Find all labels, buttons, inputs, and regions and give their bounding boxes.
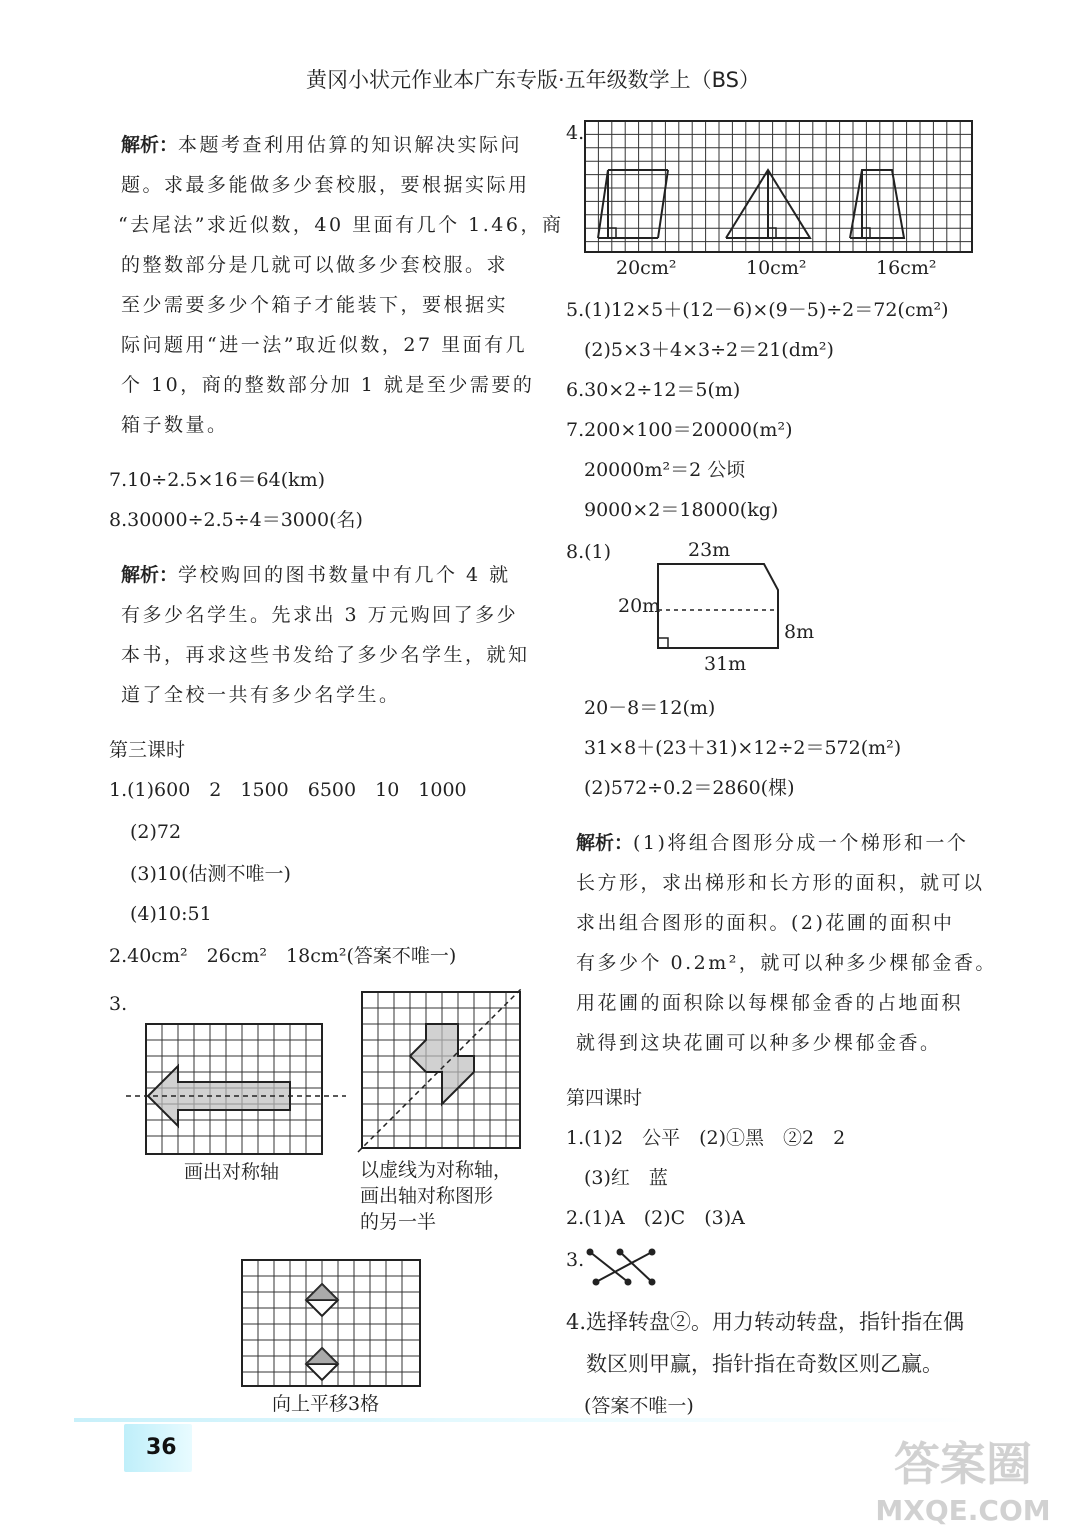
- s3-line-4: 2.40cm² 26cm² 18cm²(答案不唯一): [109, 945, 457, 967]
- s3-line-0: 1.(1)600 2 1500 6500 10 1000: [109, 779, 467, 801]
- analysis-2-line-2: 本书，再求这些书发给了多少名学生，就知: [121, 644, 530, 666]
- analysis-3-line-1: 长方形，求出梯形和长方形的面积，就可以: [576, 872, 985, 894]
- s4-line-4: 4.选择转盘②。用力转动转盘，指针指在偶: [566, 1310, 965, 1334]
- watermark-line-1: 答案圈: [894, 1437, 1032, 1491]
- analysis-3-line-2: 求出组合图形的面积。(2)花圃的面积中: [576, 912, 955, 934]
- analysis-3-line-0: 解析：(1)将组合图形分成一个梯形和一个: [576, 832, 969, 854]
- s3-line-3: (4)10:51: [130, 903, 212, 925]
- analysis-2-line-1: 有多少名学生。先求出 3 万元购回了多少: [121, 604, 519, 626]
- s4-line-3: 3.: [566, 1249, 585, 1271]
- q8-dim-left: 20m: [618, 595, 661, 617]
- analysis-1-line-7: 箱子数量。: [121, 414, 229, 436]
- figure-b-caption-3: 的另一半: [360, 1211, 437, 1233]
- analysis-1-line-5: 际问题用“进一法”取近似数，27 里面有几: [121, 334, 528, 356]
- figure-b-caption-1: 以虚线为对称轴，: [360, 1159, 513, 1181]
- section-title-3: 第三课时: [109, 739, 186, 761]
- q8-dim-top: 23m: [688, 539, 731, 561]
- s3-line-1: (2)72: [130, 821, 182, 843]
- s3-line-5: 3.: [109, 993, 128, 1015]
- q8-dim-right: 8m: [784, 621, 815, 643]
- analysis-1-line-2: “去尾法”求近似数，40 里面有几个 1.46，商: [118, 214, 564, 236]
- answer-7: 7.10÷2.5×16＝64(km): [109, 469, 326, 491]
- s4-line-2: 2.(1)A (2)C (3)A: [566, 1207, 745, 1229]
- s4-line-0: 1.(1)2 公平 (2)①黑 ②2 2: [566, 1127, 846, 1149]
- q4-area-2: 10cm²: [746, 257, 807, 279]
- q4-area-3: 16cm²: [876, 257, 937, 279]
- analysis-3-line-5: 就得到这块花圃可以种多少棵郁金香。: [576, 1032, 942, 1054]
- analysis-3-line-4: 用花圃的面积除以每棵郁金香的占地面积: [576, 992, 964, 1014]
- answer-6: 6.30×2÷12＝5(m): [566, 379, 741, 401]
- page-number: 36: [124, 1424, 192, 1472]
- s3-line-2: (3)10(估测不唯一): [130, 863, 291, 885]
- answer-7c: 9000×2＝18000(kg): [584, 499, 779, 521]
- figure-a-caption: 画出对称轴: [184, 1161, 280, 1183]
- figure-q4-grid: [584, 120, 974, 254]
- answer-5-1: 5.(1)12×5＋(12－6)×(9－5)÷2＝72(cm²): [566, 299, 949, 321]
- answer-8-a: 20－8＝12(m): [584, 697, 716, 719]
- watermark-logo: [868, 1422, 1058, 1532]
- answer-7a: 7.200×100＝20000(m²): [566, 419, 793, 441]
- figure-q8-shape: [650, 560, 790, 652]
- q8-dim-bottom: 31m: [704, 653, 747, 675]
- answer-5-2: (2)5×3＋4×3÷2＝21(dm²): [584, 339, 834, 361]
- matching-lines-figure: [584, 1244, 664, 1290]
- figure-symmetry-axis: [126, 1020, 346, 1160]
- answer-8-b: 31×8＋(23＋31)×12÷2＝572(m²): [584, 737, 902, 759]
- footer-band: [74, 1418, 994, 1422]
- analysis-1-line-1: 题。求最多能做多少套校服，要根据实际用: [121, 174, 530, 196]
- analysis-3-line-3: 有多少个 0.2m²，就可以种多少棵郁金香。: [576, 952, 997, 974]
- analysis-2-line-3: 道了全校一共有多少名学生。: [121, 684, 401, 706]
- answer-8-c: (2)572÷0.2＝2860(棵): [584, 777, 795, 799]
- analysis-1-line-0: 解析：本题考查利用估算的知识解决实际问: [121, 134, 523, 156]
- section-title-4: 第四课时: [566, 1087, 643, 1109]
- page-header: 黄冈小状元作业本广东专版·五年级数学上（BS）: [305, 68, 761, 92]
- analysis-2-line-0: 解析：学校购回的图书数量中有几个 4 就: [121, 564, 511, 586]
- figure-c-caption: 向上平移3格: [272, 1393, 380, 1415]
- answer-7b: 20000m²＝2 公顷: [584, 459, 746, 481]
- analysis-1-line-4: 至少需要多少个箱子才能装下，要根据实: [121, 294, 509, 316]
- figure-b-caption-2: 画出轴对称图形: [360, 1185, 494, 1207]
- s4-line-1: (3)红 蓝: [584, 1167, 668, 1189]
- figure-diagonal-symmetry: [352, 988, 526, 1158]
- analysis-1-line-3: 的整数部分是几就可以做多少套校服。求: [121, 254, 509, 276]
- figure-translation: [238, 1256, 426, 1390]
- analysis-1-line-6: 个 10，商的整数部分加 1 就是至少需要的: [121, 374, 535, 396]
- watermark-line-2: MXQE.COM: [875, 1494, 1051, 1527]
- s4-line-6: (答案不唯一): [584, 1395, 694, 1417]
- s4-line-5: 数区则甲赢，指针指在奇数区则乙赢。: [586, 1352, 943, 1376]
- q8-label: 8.(1): [566, 541, 612, 563]
- q4-area-1: 20cm²: [616, 257, 677, 279]
- answer-8: 8.30000÷2.5÷4＝3000(名): [109, 509, 363, 531]
- q4-label: 4.: [566, 122, 585, 144]
